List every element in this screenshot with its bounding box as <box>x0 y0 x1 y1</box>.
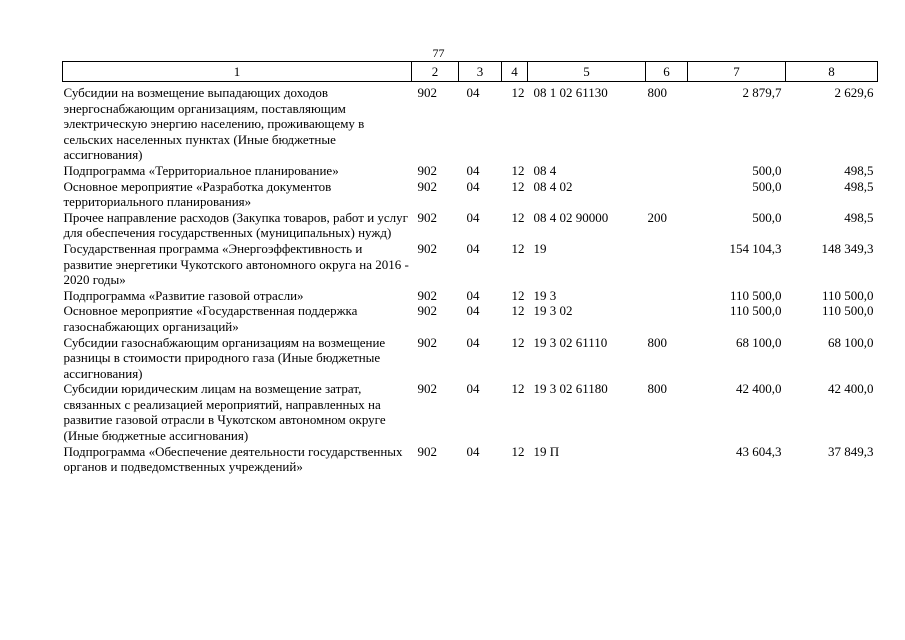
target-article-code: 19 3 02 61110 <box>533 334 608 350</box>
table-row <box>63 444 878 475</box>
section-code: 04 <box>466 162 480 178</box>
admin-code: 902 <box>417 85 437 100</box>
expense-type-code <box>646 179 688 210</box>
table-row <box>63 179 878 210</box>
target-article-code: 19 <box>533 240 547 256</box>
subsection-code: 12 <box>511 443 525 459</box>
subsection-code: 12 <box>511 303 525 319</box>
admin-code: 902 <box>417 334 437 350</box>
expense-type-code <box>646 163 688 179</box>
executed-amount: 68 100,0 <box>828 334 874 350</box>
expense-type-code: 800 <box>647 381 667 397</box>
section-code: 04 <box>466 287 480 303</box>
executed-amount: 498,5 <box>844 178 874 194</box>
approved-amount: 2 879,7 <box>742 85 782 100</box>
target-article-code: 08 4 <box>533 162 557 178</box>
table-row <box>63 82 878 163</box>
row-name: Подпрограмма «Обеспечение деятельности государственных органов и подведомственных учреждений» <box>63 443 403 475</box>
admin-code: 902 <box>417 287 437 303</box>
section-code: 04 <box>466 209 480 225</box>
header-cell: 1 <box>63 62 412 82</box>
expense-type-code <box>646 288 688 304</box>
row-name: Подпрограмма «Территориальное планирование» <box>63 162 339 178</box>
approved-amount: 110 500,0 <box>729 303 782 319</box>
approved-amount: 154 104,3 <box>729 240 782 256</box>
executed-amount: 2 629,6 <box>834 85 874 100</box>
subsection-code: 12 <box>511 85 525 100</box>
page-number: 77 <box>432 46 445 60</box>
executed-amount: 42 400,0 <box>828 381 874 397</box>
target-article-code: 08 4 02 90000 <box>533 209 609 225</box>
approved-amount: 110 500,0 <box>729 287 782 303</box>
header-cell: 2 <box>412 62 459 82</box>
row-name: Основное мероприятие «Государственная поддержка газоснабжающих организаций» <box>63 303 358 334</box>
budget-table <box>62 61 878 475</box>
table-row <box>63 303 878 334</box>
admin-code: 902 <box>417 178 437 194</box>
row-name: Субсидии юридическим лицам на возмещение затрат, связанных с реализацией мероприятий, направленных на развитие газовой отрасли в Чукотском автономном округе (Иные бюджетные ассигнования) <box>63 381 386 444</box>
header-cell: 6 <box>646 62 688 82</box>
expense-type-code <box>646 303 688 334</box>
executed-amount: 37 849,3 <box>828 443 874 459</box>
table-row <box>63 288 878 304</box>
section-code: 04 <box>466 334 480 350</box>
admin-code: 902 <box>417 381 437 397</box>
header-row <box>63 62 878 82</box>
header-cell: 4 <box>502 62 528 82</box>
target-article-code: 08 1 02 61130 <box>533 85 608 100</box>
row-name: Государственная программа «Энергоэффективность и развитие энергетики Чукотского автономного округа на 2016 - 2020 годы» <box>63 240 409 288</box>
executed-amount: 498,5 <box>844 209 874 225</box>
approved-amount: 43 604,3 <box>736 443 782 459</box>
approved-amount: 42 400,0 <box>736 381 782 397</box>
admin-code: 902 <box>417 443 437 459</box>
header-cell: 7 <box>688 62 786 82</box>
expense-type-code: 800 <box>647 334 667 350</box>
table-row <box>63 335 878 382</box>
row-name: Прочее направление расходов (Закупка товаров, работ и услуг для обеспечения государственных (муниципальных) нужд) <box>63 209 408 241</box>
subsection-code: 12 <box>511 287 525 303</box>
row-name: Подпрограмма «Развитие газовой отрасли» <box>63 287 304 303</box>
section-code: 04 <box>466 85 480 100</box>
table-row <box>63 381 878 443</box>
row-name: Субсидии на возмещение выпадающих доходов энергоснабжающим организациям, поставляющим электрическую энергию населению, проживающему в сельских населенных пунктах (Иные бюджетные ассигнования) <box>63 85 365 163</box>
expense-type-code: 200 <box>647 209 667 225</box>
approved-amount: 500,0 <box>752 162 782 178</box>
subsection-code: 12 <box>511 240 525 256</box>
section-code: 04 <box>466 381 480 397</box>
admin-code: 902 <box>417 209 437 225</box>
admin-code: 902 <box>417 162 437 178</box>
executed-amount: 110 500,0 <box>821 303 874 319</box>
admin-code: 902 <box>417 303 437 319</box>
section-code: 04 <box>466 240 480 256</box>
row-name: Субсидии газоснабжающим организациям на возмещение разницы в стоимости природного газа (Иные бюджетные ассигнования) <box>63 334 386 381</box>
expense-type-code: 800 <box>647 85 667 100</box>
target-article-code: 19 3 02 <box>533 303 573 319</box>
section-code: 04 <box>466 443 480 459</box>
table-row <box>63 163 878 179</box>
target-article-code: 19 3 02 61180 <box>533 381 608 397</box>
target-article-code: 08 4 02 <box>533 178 573 194</box>
subsection-code: 12 <box>511 162 525 178</box>
subsection-code: 12 <box>511 209 525 225</box>
section-code: 04 <box>466 303 480 319</box>
subsection-code: 12 <box>511 178 525 194</box>
executed-amount: 110 500,0 <box>821 287 874 303</box>
header-cell: 3 <box>459 62 502 82</box>
admin-code: 902 <box>417 240 437 256</box>
section-code: 04 <box>466 178 480 194</box>
subsection-code: 12 <box>511 381 525 397</box>
header-cell: 5 <box>528 62 646 82</box>
expense-type-code <box>646 241 688 288</box>
executed-amount: 498,5 <box>844 162 874 178</box>
target-article-code: 19 3 <box>533 287 557 303</box>
executed-amount: 148 349,3 <box>821 240 874 256</box>
expense-type-code <box>646 444 688 475</box>
subsection-code: 12 <box>511 334 525 350</box>
table-row <box>63 210 878 241</box>
target-article-code: 19 П <box>533 443 560 459</box>
approved-amount: 500,0 <box>752 209 782 225</box>
row-name: Основное мероприятие «Разработка документов территориального планирования» <box>63 178 332 210</box>
approved-amount: 500,0 <box>752 178 782 194</box>
approved-amount: 68 100,0 <box>736 334 782 350</box>
header-cell: 8 <box>786 62 878 82</box>
table-row <box>63 241 878 288</box>
